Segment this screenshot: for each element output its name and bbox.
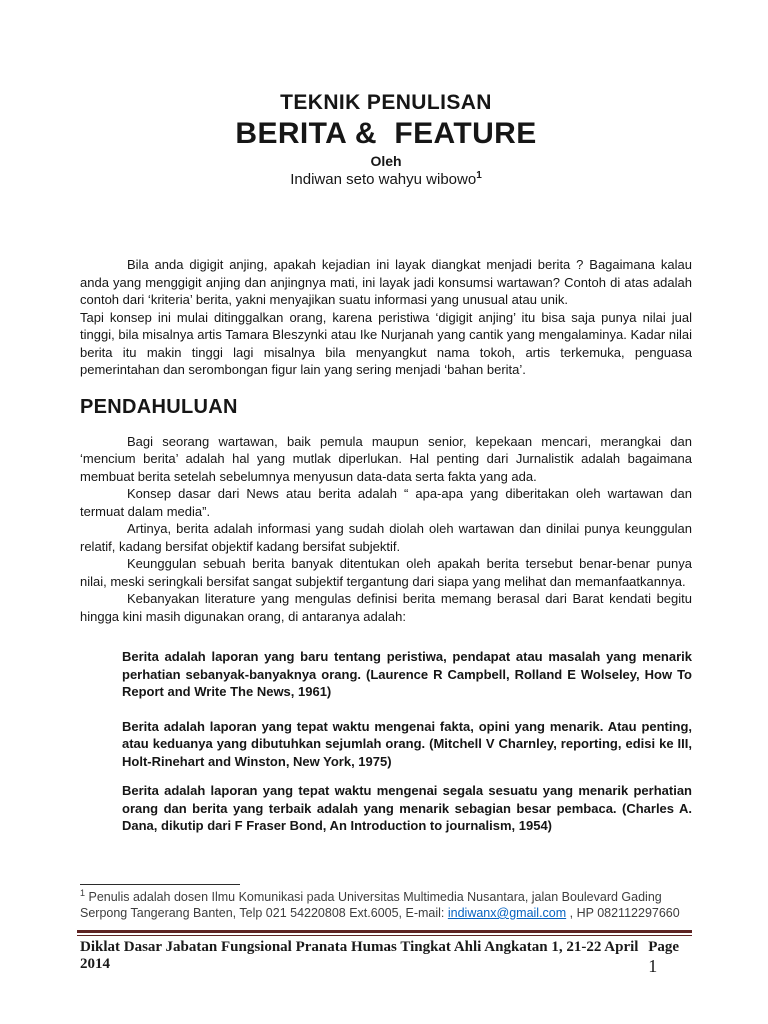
- author-footnote-ref: 1: [476, 170, 482, 181]
- footnote-email-link[interactable]: indiwanx@gmail.com: [447, 905, 567, 920]
- byline-label: Oleh: [370, 153, 402, 169]
- intro-block: [80, 256, 692, 379]
- footer-event-title: Diklat Dasar Jabatan Fungsional Pranata Humas Tingkat Ahli Angkatan 1, 21-22 April 2014: [80, 939, 639, 973]
- footer-page-indicator: [648, 939, 690, 977]
- author-line: [80, 170, 692, 190]
- section-heading-pendahuluan: PENDAHULUAN: [80, 395, 238, 418]
- author-name: Indiwan seto wahyu wibowo: [290, 171, 477, 188]
- page-bottom-area: [0, 878, 768, 1024]
- footnote: [80, 887, 690, 922]
- document-title: BERITA & FEATURE: [235, 117, 537, 150]
- definition-quote: Berita adalah laporan yang baru tentang peristiwa, pendapat atau masalah yang menarik perhatian sebanyak-banyaknya orang. (Laurence R Campbell, Rolland E Wolseley, How To Report and Write The News, 1961): [122, 649, 692, 699]
- section-paragraph: Konsep dasar dari News atau berita adalah “ apa-apa yang diberitakan oleh wartawan dan termuat dalam media”.: [80, 486, 692, 519]
- footnote-text-after: , HP 082112297660: [566, 905, 680, 920]
- section-paragraph: Kebanyakan literature yang mengulas definisi berita memang berasal dari Barat kendati begitu hingga kini masih digunakan orang, di antaranya adalah:: [80, 591, 692, 624]
- document-content: [80, 0, 692, 835]
- footnote-ref: 1: [80, 887, 86, 898]
- section-paragraph: Artinya, berita adalah informasi yang sudah diolah oleh wartawan dan dinilai punya keunggulan relatif, kadang bersifat objektif kadang bersifat subjektif.: [80, 521, 692, 554]
- definition-quote: Berita adalah laporan yang tepat waktu mengenai fakta, opini yang menarik. Atau penting, atau keduanya yang dibutuhkan sejumlah orang. (Mitchell V Charnley, reporting, edisi ke III, Holt-Rinehart and Winston, New York, 1975): [122, 718, 692, 769]
- footer-page-number: 1: [648, 956, 658, 977]
- section-paragraph: Bagi seorang wartawan, baik pemula maupun senior, kepekaan mencari, merangkai dan ‘mencium berita’ adalah hal yang mutlak diperlukan. Hal penting dari Jurnalistik adalah bagaimana membuat berita setelah sebelumnya menyusun data-data serta fakta yang ada.: [80, 433, 692, 484]
- footer-double-rule: [77, 930, 692, 937]
- footer-page-label: Page: [648, 939, 680, 956]
- section-paragraph: Keunggulan sebuah berita banyak ditentukan oleh apakah berita tersebut benar-benar punya nilai, meski seringkali bersifat sangat subjektif tergantung dari siapa yang melihat dan memanfaatkannya.: [80, 556, 692, 589]
- intro-paragraph-2: Tapi konsep ini mulai ditinggalkan orang, karena peristiwa ‘digigit anjing’ itu bisa saja punya nilai jual tinggi, bila misalnya artis Tamara Bleszynki atau Ike Nurjanah yang cantik yang mengalaminya. Kadar nilai berita itu makin tinggi lagi misalnya bila menyangkut nama tokoh, artis terkemuka, penguasa pemerintahan dan serombongan figur lain yang sering menjadi ‘bahan berita’.: [80, 309, 692, 377]
- document-subtitle: TEKNIK PENULISAN: [280, 91, 492, 114]
- intro-paragraph-1: Bila anda digigit anjing, apakah kejadian ini layak diangkat menjadi berita ? Bagaimana kalau anda yang menggigit anjing dan anjingnya mati, ini layak jadi konsumsi wartawan? Contoh di atas adalah contoh dari ‘kriteria’ berita, yakni menyajikan suatu informasi yang unusual atau unik.: [80, 257, 692, 307]
- footnote-separator-rule: [80, 884, 240, 885]
- footnote-text-before: Penulis adalah dosen Ilmu Komunikasi pada Universitas Multimedia Nusantara, jalan Boulevard Gading Serpong Tangerang Banten, Telp 021 54220808 Ext.6005, E-mail:: [80, 890, 662, 920]
- section-body: [80, 433, 692, 626]
- page-footer: [80, 939, 690, 977]
- definition-quote: Berita adalah laporan yang tepat waktu mengenai segala sesuatu yang menarik perhatian orang dan berita yang terbaik adalah yang menarik sebagian besar pembaca. (Charles A. Dana, dikutip dari F Fraser Bond, An Introduction to journalism, 1954): [122, 783, 692, 833]
